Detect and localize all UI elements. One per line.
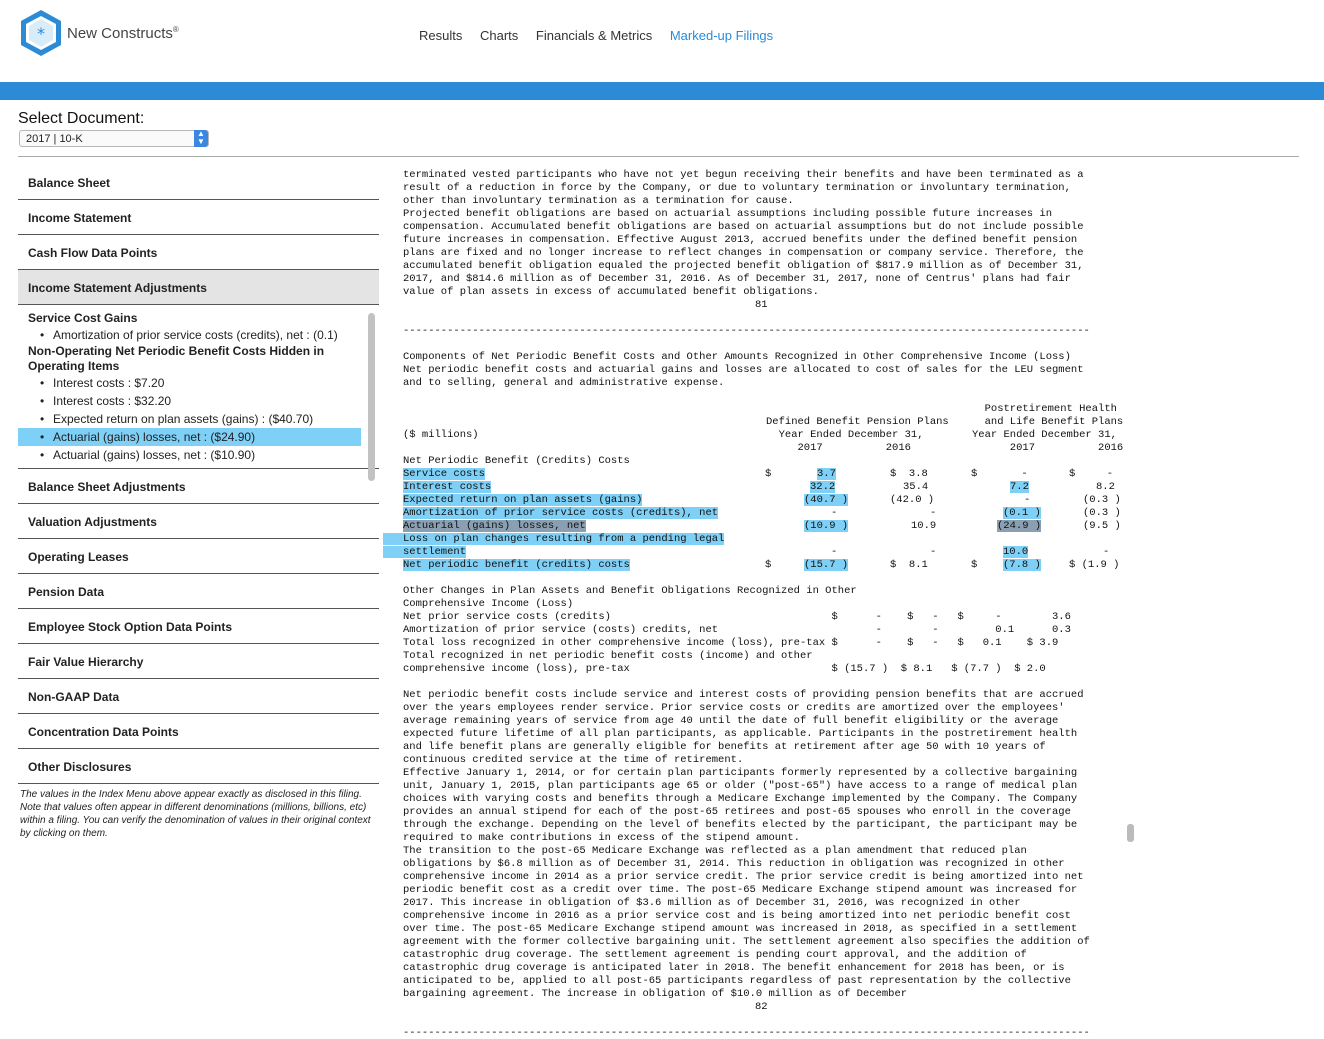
row-4-2016-post: (9.5 ) [1083, 520, 1121, 532]
row-2-2016-post: (0.3 ) [1083, 494, 1121, 506]
row-3-2017-pension: - [831, 507, 838, 519]
menu-valuation-adjustments[interactable]: Valuation Adjustments [18, 504, 379, 539]
row-1-2016-pension: 35.4 [903, 481, 929, 493]
select-arrows-icon: ▲ ▼ [194, 130, 208, 147]
menu-operating-leases[interactable]: Operating Leases [18, 539, 379, 574]
table-header-postretirement: Postretirement Health and Life Benefit Plans Year Ended December 31, 2017 2016 [972, 403, 1124, 454]
row-label-settlement[interactable]: settlement [383, 546, 466, 558]
doc-paragraph-1: terminated vested participants who have not yet begun receiving their benefits and have been terminated as a result of a reduction in force by the Company, or due to voluntary termination or involuntary termination, other than involuntary termination as a termination for cause. Projected benefit obligations are based on actuarial assumptions including possible future increases in compensation. Accumulated benefit obligations are based on actuarial assumptions but do not include possible future increases in compensation. Effective August 2013, accrued benefits under the defined benefit pension plans are fixed and no longer increase to reflect changes in compensation or company service. Therefore, the accumulated benefit obligation equaled the projected benefit obligation of $817.9 million as of December 31, 2017, and $814.6 million as of December 31, 2016. As of December 31, 2017, none of Centrus' plans had fair value of plan assets in excess of accumulated benefit obligations. [403, 169, 1084, 298]
row-1-2017-pension[interactable]: 32.2 [810, 481, 836, 493]
menu-other-disclosures[interactable]: Other Disclosures [18, 749, 379, 784]
row-label-service-costs[interactable]: Service costs [403, 468, 485, 480]
menu-pension-data[interactable]: Pension Data [18, 574, 379, 609]
sub-item-expected-return[interactable]: • Expected return on plan assets (gains) : ($40.70) [28, 410, 361, 428]
table-millions: ($ millions) [403, 429, 479, 441]
page-break-2: ------------------------------------------------------------------------------------------------------------- [403, 1027, 1090, 1039]
menu-income-statement-adjustments[interactable]: Income Statement Adjustments [18, 270, 379, 305]
submenu-scrollbar[interactable] [368, 313, 375, 481]
row-4-2017-post[interactable]: (24.9 ) [997, 520, 1042, 532]
nav-charts[interactable]: Charts [479, 28, 519, 43]
row-6-2017-post[interactable]: 10.0 [1003, 546, 1029, 558]
row-6-2017-pension: - [831, 546, 838, 558]
document-scrollbar[interactable] [1127, 824, 1134, 842]
sub-item-amortization[interactable]: • Amortization of prior service costs (credits), net : (0.1) [28, 326, 361, 344]
row-2-2017-post: - [1024, 494, 1031, 506]
row-7-dollar-post: $ [971, 559, 978, 571]
menu-income-statement[interactable]: Income Statement [18, 200, 379, 235]
content-divider [18, 156, 1299, 157]
menu-cash-flow-data-points[interactable]: Cash Flow Data Points [18, 235, 379, 270]
brand-name[interactable] [67, 25, 179, 42]
header-divider-bar [0, 82, 1324, 100]
brand-mark: ® [172, 25, 179, 34]
row-0-2017-post: $ - [971, 468, 1028, 480]
sub-item-interest-costs-1[interactable]: • Interest costs : $7.20 [28, 374, 361, 392]
row-4-2017-pension[interactable]: (10.9 ) [804, 520, 849, 532]
menu-fair-value-hierarchy[interactable]: Fair Value Hierarchy [18, 644, 379, 679]
menu-concentration-data-points[interactable]: Concentration Data Points [18, 714, 379, 749]
row-7-2017-post[interactable]: (7.8 ) [1003, 559, 1041, 571]
doc-paragraph-3: Net periodic benefit costs include service and interest costs of providing pension benefits that are accrued over the years employees render service. Prior service costs or credits are amortized over the employees' average remaining years of service from age 40 until the date of full benefit eligibility or the average expected future lifetime of all plan participants, as applicable. Participants in the postretirement health and life benefit plans are generally eligible for benefits at retirement after age 50 with 10 years of continuous credited service at the time of retirement. Effective January 1, 2014, or for certain plan participants formerly represented by a collective bargaining unit, January 1, 2015, plan participants age 65 or older ("post-65") have access to a range of medical plan choices with varying costs and benefits through a Medicare Exchange implemented by the Company. The Company provides an annual stipend for each of the post-65 retirees and post-65 spouses who enroll in the coverage through the exchange. Depending on the level of benefits elected by the participant, the participant may be required to make contributions in excess of the stipend amount. The transition to the post-65 Medicare Exchange was reflected as a plan amendment that reduced plan obligations by $6.8 million as of December 31, 2014. This reduction in obligation was recognized in other comprehensive income in 2014 as a prior service credit. The prior service credit is being amortized into net periodic benefit cost as a credit over time. The post-65 Medicare Exchange stipend amount was increased for 2017. This increase in obligation of $3.6 million as of December 31, 2016, was recognized in other comprehensive income in 2016 as a prior service cost and is being amortized into net periodic benefit cost over time. The post-65 Medicare Exchange stipend amount was increased in 2018, as specified in a settlement agreement with the former collective bargaining unit. The settlement agreement also specifies the addition of catastrophic drug coverage. The settlement agreement is pending court approval, and the addition of catastrophic drug coverage is anticipated later in 2018. The benefit enhancement for 2018 has been, or is anticipated to be, applied to all post-65 participants regardless of past representation by the collective bargaining agreement. The increase in obligation of $10.0 million as of December [403, 689, 1090, 1000]
sub-heading-service-cost-gains: Service Cost Gains [28, 311, 138, 325]
document-select-value: 2017 | 10-K [26, 133, 83, 145]
row-7-2016-pension: $ 8.1 [890, 559, 928, 571]
row-7-dollar: $ [765, 559, 772, 571]
row-0-2016-pension: $ 3.8 [890, 468, 928, 480]
menu-employee-stock-option[interactable]: Employee Stock Option Data Points [18, 609, 379, 644]
page-break-1: ------------------------------------------------------------------------------------------------------------- [403, 325, 1090, 337]
header [0, 0, 1324, 82]
row-label-actuarial[interactable]: Actuarial (gains) losses, net [403, 520, 586, 532]
sub-item-interest-costs-2[interactable]: • Interest costs : $32.20 [28, 392, 361, 410]
row-0-dollar: $ [765, 468, 772, 480]
row-label-loss-on-plan-changes[interactable]: Loss on plan changes resulting from a pending legal [383, 533, 724, 545]
row-4-2016-pension: 10.9 [911, 520, 937, 532]
index-footnote: The values in the Index Menu above appear exactly as disclosed in this filing. Note that values often appear in different denominations (millions, billions, etc) within a filing. You can verify the denomination of values in their original context by clicking on them. [20, 789, 371, 839]
table-section-npbc: Net Periodic Benefit (Credits) Costs [403, 455, 630, 467]
sub-item-actuarial-2[interactable]: • Actuarial (gains) losses, net : ($10.90) [28, 446, 361, 464]
sub-heading-non-operating: Non-Operating Net Periodic Benefit Costs Hidden in Operating Items [28, 344, 325, 373]
row-7-2017-pension[interactable]: (15.7 ) [804, 559, 849, 571]
top-nav [419, 28, 787, 43]
row-1-2017-post[interactable]: 7.2 [1010, 481, 1029, 493]
other-changes-table: Other Changes in Plan Assets and Benefit Obligations Recognized in Other Comprehensive Income (Loss) Net prior service costs (credits) $ - $ - $ - 3.6 Amortization of prior service (costs) credits, net - - 0.1 0.3 Total loss recognized in other comprehensive income (loss), pre-tax $ - $ - $ 0.1 $ 3.9 Total recognized in net periodic benefit costs (income) and other comprehensive income (loss), pre-tax $ (15.7 ) $ 8.1 $ (7.7 ) $ 2.0 [403, 585, 1071, 675]
page-number-82: 82 [755, 1001, 768, 1013]
service-cost-gains-list [28, 326, 361, 344]
row-0-2016-post: $ - [1069, 468, 1114, 480]
nav-financials-metrics[interactable]: Financials & Metrics [535, 28, 653, 43]
nav-marked-up-filings[interactable]: Marked-up Filings [669, 28, 774, 43]
row-label-amortization[interactable]: Amortization of prior service costs (credits), net [403, 507, 719, 519]
row-7-2016-post: $ (1.9 ) [1069, 559, 1120, 571]
brand-name-text: New Constructs [67, 25, 173, 42]
row-1-2016-post: 8.2 [1096, 481, 1115, 493]
document-select[interactable] [19, 130, 209, 147]
menu-balance-sheet[interactable]: Balance Sheet [18, 165, 379, 200]
non-operating-list [28, 374, 361, 464]
row-2-2017-pension[interactable]: (40.7 ) [804, 494, 849, 506]
svg-text:*: * [37, 24, 45, 43]
row-3-2016-pension: - [930, 507, 937, 519]
filing-document [383, 165, 1125, 1039]
sub-item-actuarial-selected[interactable]: • Actuarial (gains) losses, net : ($24.90) [18, 428, 361, 446]
page-number-81: 81 [755, 299, 768, 311]
row-3-2016-post: (0.3 ) [1083, 507, 1121, 519]
income-statement-adjustments-submenu [18, 305, 379, 469]
new-constructs-logo-icon[interactable] [18, 8, 64, 58]
row-6-2016-post: - [1103, 546, 1110, 558]
nav-results[interactable]: Results [419, 28, 463, 43]
row-6-2016-pension: - [930, 546, 937, 558]
row-0-2017-pension[interactable]: 3.7 [817, 468, 836, 480]
menu-non-gaap-data[interactable]: Non-GAAP Data [18, 679, 379, 714]
row-label-interest-costs[interactable]: Interest costs [403, 481, 492, 493]
row-label-net-periodic[interactable]: Net periodic benefit (credits) costs [403, 559, 630, 571]
select-document-label: Select Document: [18, 110, 145, 127]
table-header-pension: Defined Benefit Pension Plans Year Ended December 31, 2017 2016 [766, 416, 949, 454]
index-menu [18, 165, 379, 844]
row-3-2017-post[interactable]: (0.1 ) [1003, 507, 1041, 519]
row-label-expected-return[interactable]: Expected return on plan assets (gains) [403, 494, 643, 506]
doc-paragraph-2: Components of Net Periodic Benefit Costs and Other Amounts Recognized in Other Comprehensive Income (Loss) Net periodic benefit costs and actuarial gains and losses are allocated to cost of sales for the LEU segment and to selling, general and administrative expense. [403, 351, 1084, 389]
row-2-2016-pension: (42.0 ) [890, 494, 935, 506]
menu-balance-sheet-adjustments[interactable]: Balance Sheet Adjustments [18, 469, 379, 504]
